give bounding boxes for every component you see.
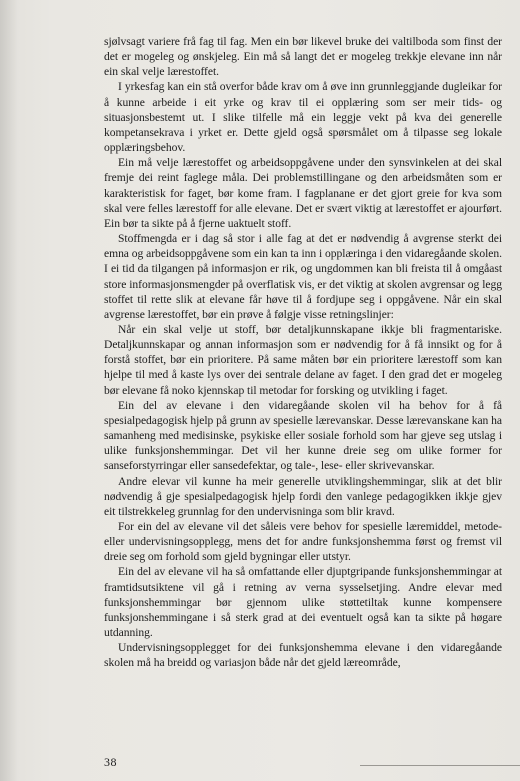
paragraph-1: sjølvsagt variere frå fag til fag. Men ein bør likevel bruke dei valtilboda som finst der det er mogeleg og ønskjeleg. Ein må så langt det er mogeleg trekkje elevane inn når ein skal velje lærestoffet. xyxy=(104,35,502,79)
paragraph-7: Andre elevar vil kunne ha meir generelle utviklingshemmingar, slik at det blir nødvendig å gje spesialpedagogisk hjelp fordi den vanlege pedagogikken ikkje gjev eit tilstrekkeleg grunnlag for den undervisninga som blir kravd. xyxy=(104,474,502,518)
binding-shadow xyxy=(0,0,18,781)
paragraph-5: Når ein skal velje ut stoff, bør detaljkunnskapane ikkje bli fragmentariske. Detaljkunnskapar og annan informasjon som er nødvendig for å få innsikt og for å forstå stoffet, bør ein prioritere. På same måten bør ein prioritere lærestoff som kan hjelpe til med å kaste lys over dei sentrale delane av faget. I den grad det er mogeleg bør elevane få noko kjennskap til metodar for forsking og utvikling i faget. xyxy=(104,322,502,397)
page-number: 38 xyxy=(104,755,117,769)
paragraph-4: Stoffmengda er i dag så stor i alle fag at det er nødvendig å avgrense sterkt dei emna og arbeidsoppgåvene som ein kan ta inn i opplæringa i den vidaregåande skolen. I ei tid da tilgangen på informasjon er rik, og ungdommen kan bli freista til å omgåast store informasjonsmengder på overflatisk vis, er det viktig at skolen avgrensar og legg stoffet til rette slik at elevane får høve til å fordjupe seg i oppgåvene. Når ein skal avgrense lærestoffet, bør ein prøve å følgje visse retningslinjer: xyxy=(104,232,502,321)
paragraph-9: Ein del av elevane vil ha så omfattande eller djuptgripande funksjonshemmingar at framtidsutsiktene vil gå i retning av verna sysselsetjing. Andre elevar med funksjonshemmingar bør gjennom ulike støttetiltak kunne kompensere funksjonshemmingane i så sterk grad at dei eventuelt også kan ta sikte på høgare utdanning. xyxy=(104,565,502,640)
paragraph-8: For ein del av elevane vil det såleis vere behov for spesielle læremiddel, metode- eller undervisningsopplegg, mens det for andre funksjonshemma først og fremst vil dreie seg om forhold som gjeld bygningar eller utstyr. xyxy=(104,520,502,564)
paragraph-3: Ein må velje lærestoffet og arbeidsoppgåvene under den synsvinkelen at dei skal fremje dei reint faglege måla. Dei problemstillingane og den arbeidsmåten som er karakteristisk for faget, bør kome fram. I fagplanane er det gjort greie for kva som skal vere felles lærestoff for alle elevane. Det er svært viktig at lærestoffet er ajourført. Ein bør ta sikte på å fjerne uaktuelt stoff. xyxy=(104,156,502,230)
body-text xyxy=(104,34,502,671)
paragraph-6: Ein del av elevane i den vidaregåande skolen vil ha behov for å få spesialpedagogisk hjelp på grunn av spesielle lærevanskar. Desse lærevanskane kan ha samanheng med medisinske, psykiske eller sosiale forhold som har gjeve seg utslag i ulike funksjonshemmingar. Det vil her kunne dreie seg om ulike former for sanseforstyrringar eller sansedefektar, og tale-, lese- eller skrivevanskar. xyxy=(104,398,502,473)
footer-rule xyxy=(360,765,520,766)
paragraph-10: Undervisningsopplegget for dei funksjonshemma elevane i den vidaregåande skolen må ha breidd og variasjon både når det gjeld læreområde, xyxy=(104,641,502,670)
paragraph-2: I yrkesfag kan ein stå overfor både krav om å øve inn grunnleggjande dugleikar for å kunne arbeide i eit yrke og krav til ei opplæring som ser meir tids- og situasjonsbestemt ut. I slike tilfelle må ein leggje vekt på kva dei generelle kompetansekrava i yrket er. Dette gjeld også spørsmålet om å tilpasse seg lokale opplæringsbehov. xyxy=(104,80,502,155)
